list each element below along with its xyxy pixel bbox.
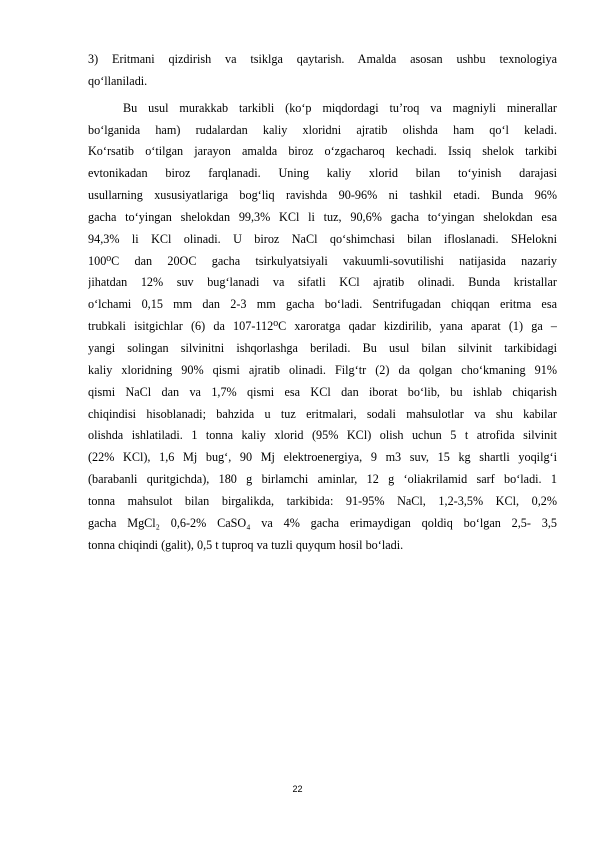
paragraph-2: [88, 98, 557, 557]
text-line: yangi solingan silvinitni ishqorlashga beriladi. Bu usul bilan silvinit tarkibidagi: [88, 340, 557, 355]
text-line: bo‘lganida ham) rudalardan kaliy xloridni ajratib olishda ham qo‘l keladi.: [88, 122, 557, 137]
text-line: tonna mahsulot bilan birgalikda, tarkibida: 91-95% NaCl, 1,2-3,5% KCl, 0,2%: [88, 493, 557, 508]
text-line: tonna chiqindi (galit), 0,5 t tuproq va tuzli quyqum hosil bo‘ladi.: [88, 537, 404, 552]
text-line: gacha MgCl₂ 0,6-2% CaSO₄ va 4% gacha erimaydigan qoldiq bo‘lgan 2,5- 3,5: [88, 515, 557, 530]
text-line: o‘lchami 0,15 mm dan 2-3 mm gacha bo‘ladi. Sentrifugadan chiqqan eritma esa: [88, 297, 557, 312]
text-line: gacha to‘yingan shelokdan 99,3% KCl li tuz, 90,6% gacha to‘yingan shelokdan esa: [88, 209, 557, 224]
text-line: 3) Eritmani qizdirish va tsiklga qaytarish. Amalda asosan ushbu texnologiya: [88, 52, 557, 66]
text-line: olishda ishlatiladi. 1 tonna kaliy xlorid (95% KCl) olish uchun 5 t atrofida silvinit: [88, 428, 557, 443]
text-line: qismi NaCl dan va 1,7% qismi esa KCl dan iborat bo‘lib, bu ishlab chiqarish: [88, 384, 557, 399]
text-line: chiqindisi hisoblanadi; bahzida u tuz eritmalari, sodali mahsulotlar va shu kabilar: [88, 406, 557, 421]
paragraph-1: [88, 49, 557, 93]
page-number: 22: [292, 784, 303, 794]
text-line: Ko‘rsatib o‘tilgan jarayon amalda biroz o‘zgacharoq kechadi. Issiq shelok tarkibi: [88, 144, 557, 159]
text-line: trubkali isitgichlar (6) da 107-112⁰C xaroratga qadar kizdirilib, yana aparat (1) ga –: [88, 319, 557, 334]
text-line: qo‘llaniladi.: [88, 73, 148, 88]
text-line: 94,3% li KCl olinadi. U biroz NaCl qo‘shimchasi bilan ifloslanadi. SHelokni: [88, 231, 557, 246]
text-line: jihatdan 12% suv bug‘lanadi va sifatli KCl ajratib olinadi. Bunda kristallar: [88, 275, 557, 290]
document-page: [88, 49, 557, 556]
text-line: evtonikadan biroz farqlanadi. Uning kaliy xlorid bilan to‘yinish darajasi: [88, 166, 557, 181]
text-line: kaliy xloridning 90% qismi ajratib olinadi. Filg‘tr (2) da qolgan cho‘kmaning 91%: [88, 362, 557, 377]
text-line: (barabanli quritgichda), 180 g birlamchi aminlar, 12 g ‘oliakrilamid sarf bo‘ladi. 1: [88, 472, 557, 487]
text-line: Bu usul murakkab tarkibli (ko‘p miqdordagi tu’roq va magniyli minerallar: [123, 100, 557, 115]
text-line: (22% KCl), 1,6 Mj bug‘, 90 Mj elektroenergiya, 9 m3 suv, 15 kg shartli yoqilg‘i: [88, 450, 557, 465]
text-line: usullarning xususiyatlariga bog‘liq ravishda 90-96% ni tashkil etadi. Bunda 96%: [88, 188, 557, 203]
text-line: 100⁰C dan 20OC gacha tsirkulyatsiyali vakuumli-sovutilishi natijasida nazariy: [88, 253, 557, 268]
